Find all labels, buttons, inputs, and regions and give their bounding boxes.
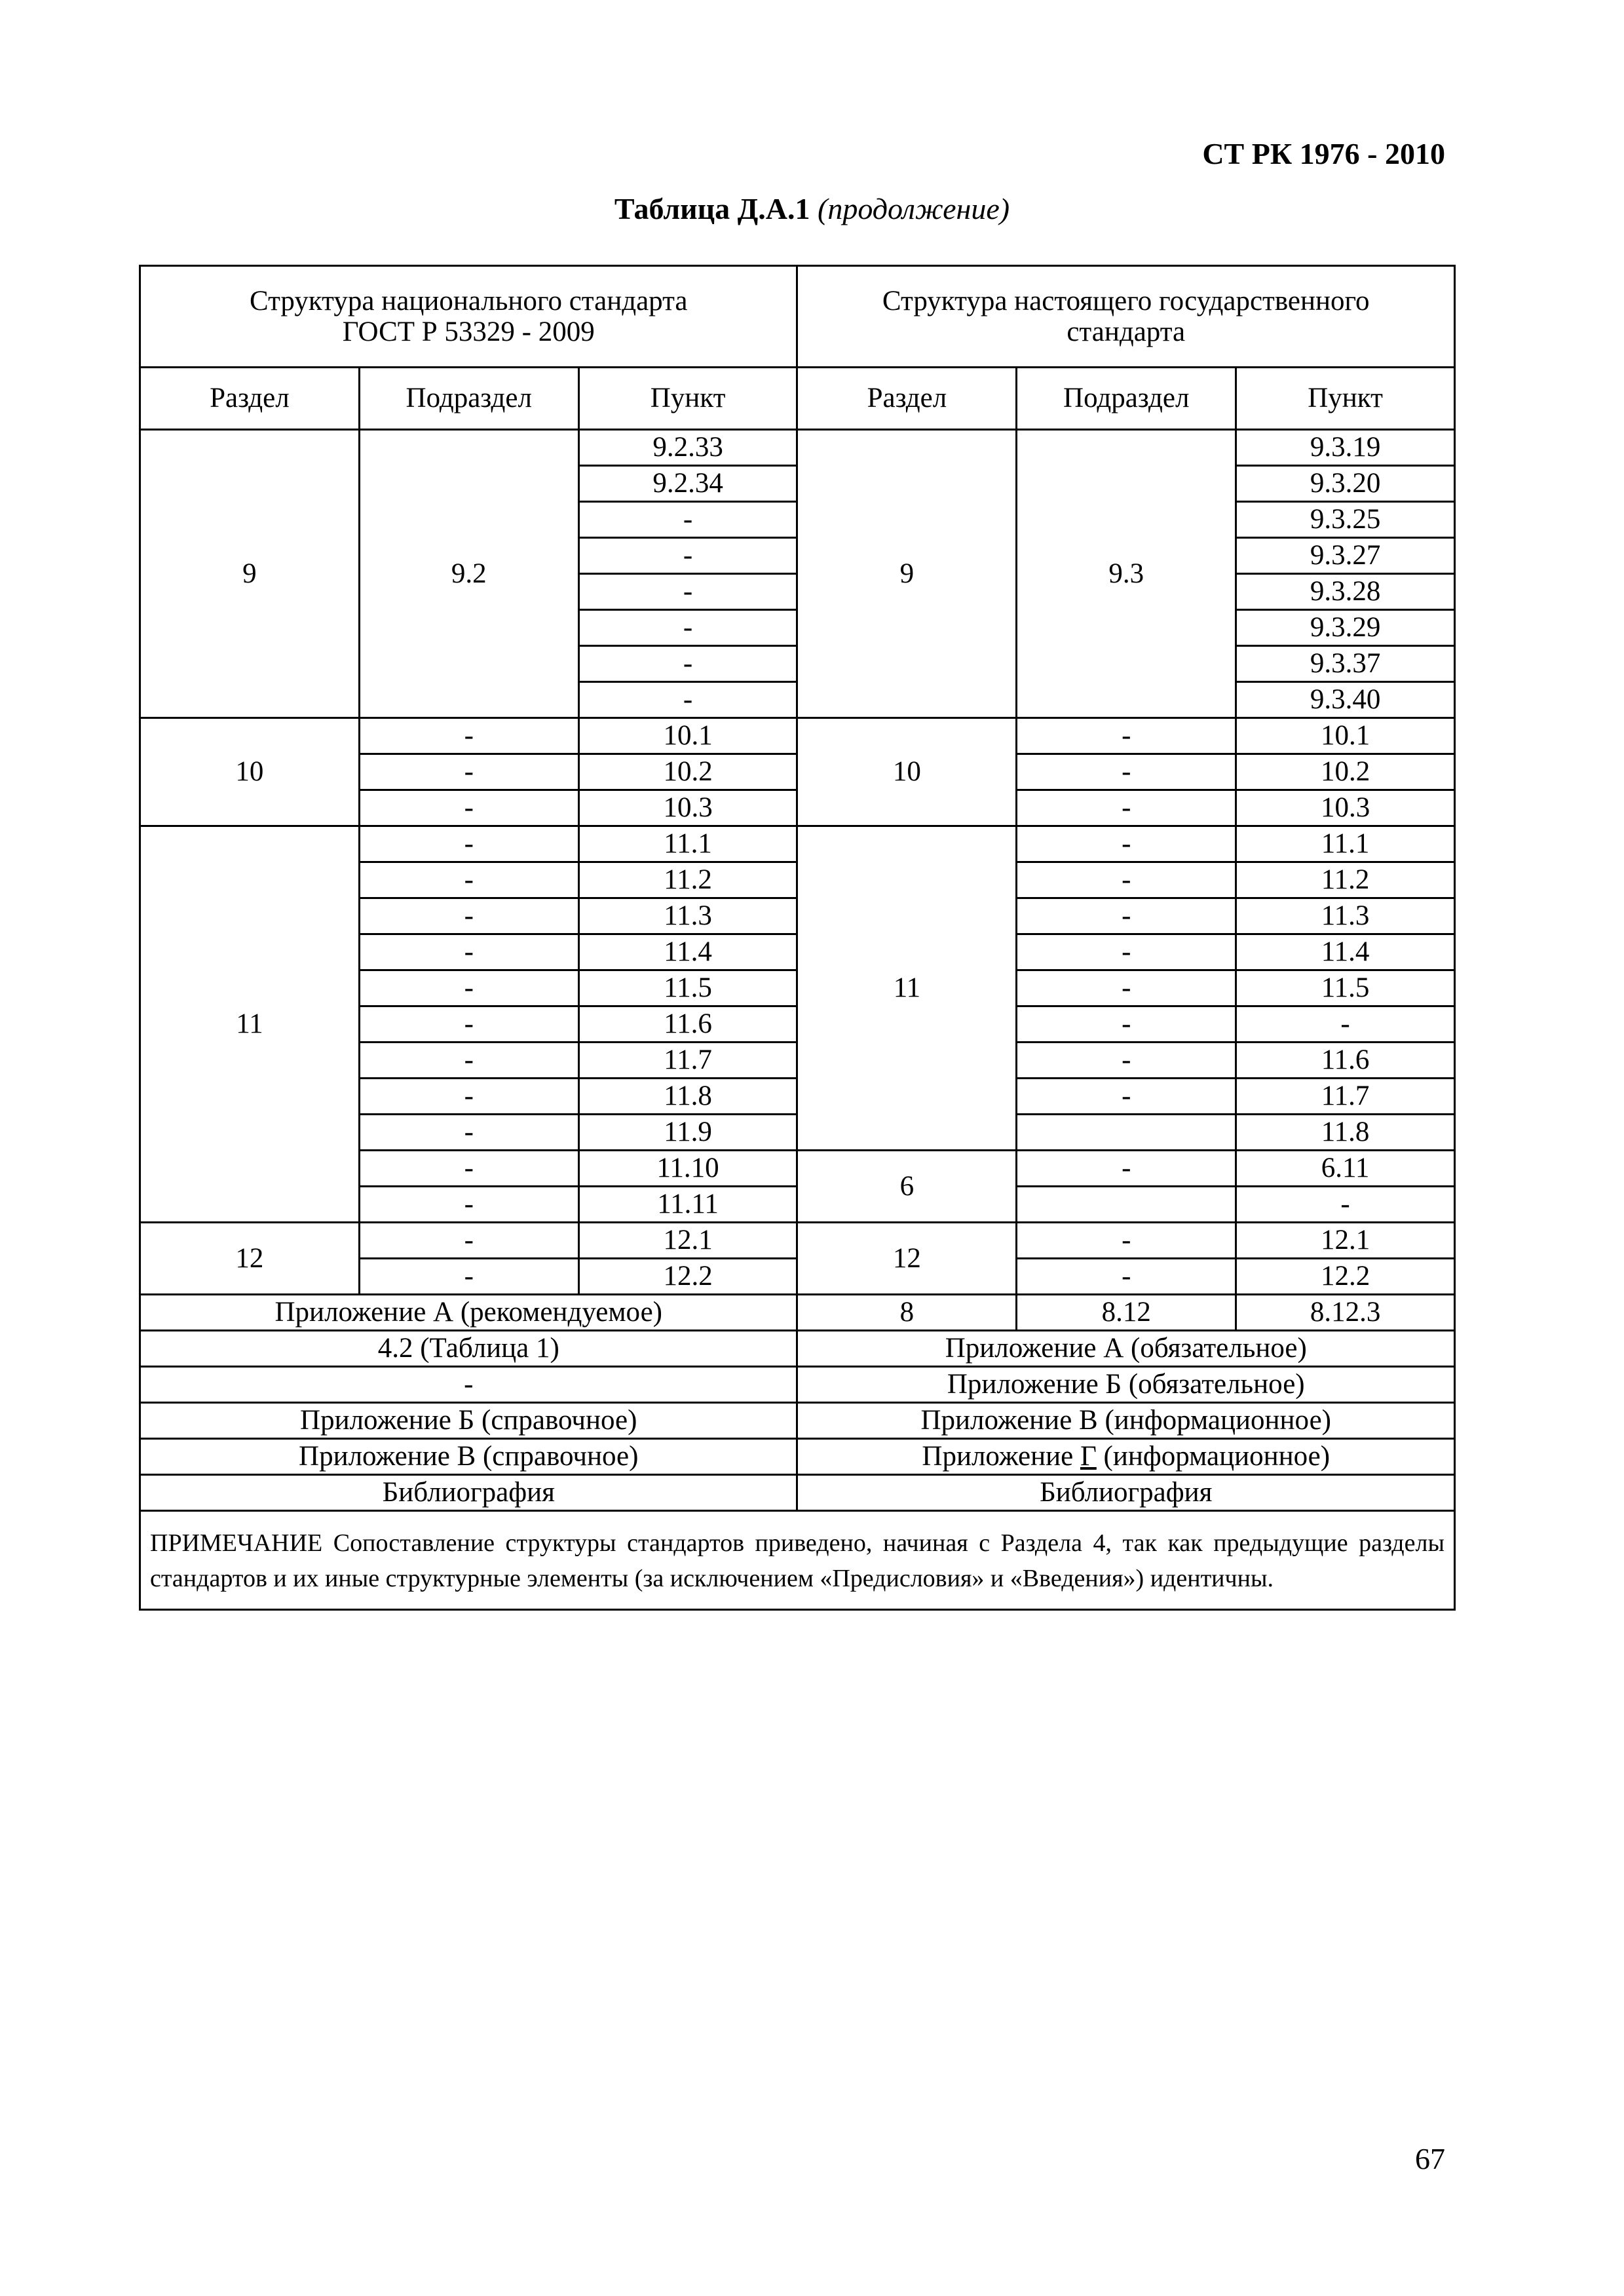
header-line: ГОСТ Р 53329 - 2009 (342, 316, 595, 347)
point-cell: 9.2.33 (578, 430, 797, 466)
subsection-cell: - (359, 898, 578, 934)
subsection-cell: - (1017, 1151, 1236, 1187)
point-cell: 9.3.20 (1236, 466, 1455, 502)
appendix-letter: Г (1080, 1441, 1097, 1472)
col-header: Пункт (1236, 368, 1455, 430)
point-cell: 11.10 (578, 1151, 797, 1187)
point-cell: 11.1 (578, 826, 797, 862)
subsection-cell: - (359, 1006, 578, 1043)
subsection-cell: - (1017, 754, 1236, 790)
subsection-cell: - (1017, 1006, 1236, 1043)
point-cell: 11.3 (578, 898, 797, 934)
point-cell: 11.2 (578, 862, 797, 898)
subsection-cell: - (1017, 790, 1236, 826)
section-cell: 12 (140, 1223, 360, 1295)
subsection-cell: - (359, 826, 578, 862)
subsection-cell (1017, 1187, 1236, 1223)
bibliography-cell: Библиография (797, 1475, 1455, 1511)
point-cell: 11.5 (1236, 970, 1455, 1006)
document-code: СТ РК 1976 - 2010 (1202, 137, 1445, 170)
subsection-cell: - (359, 970, 578, 1006)
point-cell: 6.11 (1236, 1151, 1455, 1187)
point-cell: 12.2 (578, 1259, 797, 1295)
point-cell: 11.1 (1236, 826, 1455, 862)
point-cell: 10.2 (578, 754, 797, 790)
appendix-cell: Приложение А (обязательное) (797, 1331, 1455, 1367)
point-cell: 9.2.34 (578, 466, 797, 502)
point-cell: 12.1 (1236, 1223, 1455, 1259)
point-cell: 11.2 (1236, 862, 1455, 898)
subsection-cell: - (1017, 1043, 1236, 1079)
point-cell: - (578, 574, 797, 610)
appendix-cell: Приложение В (справочное) (140, 1439, 797, 1475)
subsection-cell: - (359, 790, 578, 826)
point-cell: 11.9 (578, 1115, 797, 1151)
subsection-cell: - (359, 718, 578, 754)
subsection-cell: - (359, 754, 578, 790)
table-caption-title: Таблица Д.А.1 (614, 192, 810, 225)
section-cell: 6 (797, 1151, 1017, 1223)
table-row (140, 718, 1455, 754)
point-cell: 9.3.29 (1236, 610, 1455, 646)
point-cell: 11.3 (1236, 898, 1455, 934)
subsection-cell: - (359, 1223, 578, 1259)
appendix-cell (797, 1439, 1455, 1475)
subsection-cell: - (359, 1187, 578, 1223)
table-row (140, 430, 1455, 466)
table-row (140, 1403, 1455, 1439)
point-cell: 11.6 (1236, 1043, 1455, 1079)
point-cell: 11.5 (578, 970, 797, 1006)
col-header: Пункт (578, 368, 797, 430)
point-cell: 11.7 (578, 1043, 797, 1079)
point-cell: 10.3 (578, 790, 797, 826)
point-cell: 12.2 (1236, 1259, 1455, 1295)
point-cell: 10.3 (1236, 790, 1455, 826)
subsection-cell: 8.12 (1017, 1295, 1236, 1331)
table-row (140, 1475, 1455, 1511)
point-cell: 10.1 (578, 718, 797, 754)
section-cell: 8 (797, 1295, 1017, 1331)
section-cell: 11 (797, 826, 1017, 1151)
subsection-cell: - (1017, 1079, 1236, 1115)
point-cell: 9.3.27 (1236, 538, 1455, 574)
col-header: Раздел (797, 368, 1017, 430)
header-state-standard (797, 266, 1455, 368)
table-row (140, 1295, 1455, 1331)
header-national-standard (140, 266, 797, 368)
page-number: 67 (1415, 2142, 1445, 2175)
appendix-text: Приложение (922, 1441, 1080, 1472)
point-cell: 10.1 (1236, 718, 1455, 754)
appendix-cell: Приложение Б (справочное) (140, 1403, 797, 1439)
comparison-table (139, 265, 1456, 1611)
header-line: Структура национального стандарта (249, 285, 688, 316)
header-line: стандарта (1067, 316, 1186, 347)
point-cell: - (1236, 1187, 1455, 1223)
section-cell: 9 (797, 430, 1017, 718)
point-cell: 9.3.28 (1236, 574, 1455, 610)
subsection-cell: - (359, 1079, 578, 1115)
subsection-cell: - (359, 1259, 578, 1295)
table-row (140, 1367, 1455, 1403)
section-cell: 10 (797, 718, 1017, 826)
subsection-cell: - (1017, 862, 1236, 898)
point-cell: - (578, 502, 797, 538)
point-cell: 11.8 (1236, 1115, 1455, 1151)
point-cell: 11.8 (578, 1079, 797, 1115)
table-caption-continuation: (продолжение) (818, 192, 1010, 225)
section-cell: 9 (140, 430, 360, 718)
appendix-cell: Приложение Б (обязательное) (797, 1367, 1455, 1403)
appendix-cell: - (140, 1367, 797, 1403)
subsection-cell: - (359, 1151, 578, 1187)
table-subheader-row (140, 368, 1455, 430)
subsection-cell: - (359, 1043, 578, 1079)
point-cell: - (578, 538, 797, 574)
point-cell: 11.6 (578, 1006, 797, 1043)
appendix-text: (информационное) (1096, 1441, 1331, 1472)
point-cell: 11.11 (578, 1187, 797, 1223)
col-header: Подраздел (1017, 368, 1236, 430)
section-cell: 12 (797, 1223, 1017, 1295)
col-header: Раздел (140, 368, 360, 430)
appendix-cell: 4.2 (Таблица 1) (140, 1331, 797, 1367)
appendix-cell: Приложение А (рекомендуемое) (140, 1295, 797, 1331)
subsection-cell: - (359, 934, 578, 970)
subsection-cell (1017, 1115, 1236, 1151)
subsection-cell: - (359, 1115, 578, 1151)
subsection-cell: - (1017, 1223, 1236, 1259)
subsection-cell: 9.3 (1017, 430, 1236, 718)
table-caption (0, 191, 1624, 226)
subsection-cell: 9.2 (359, 430, 578, 718)
subsection-cell: - (1017, 970, 1236, 1006)
point-cell: - (578, 646, 797, 682)
appendix-cell: Приложение В (информационное) (797, 1403, 1455, 1439)
col-header: Подраздел (359, 368, 578, 430)
point-cell: 11.7 (1236, 1079, 1455, 1115)
point-cell: 9.3.40 (1236, 682, 1455, 718)
section-cell: 10 (140, 718, 360, 826)
header-line: Структура настоящего государственного (882, 285, 1370, 316)
table-row (140, 826, 1455, 862)
subsection-cell: - (1017, 718, 1236, 754)
subsection-cell: - (1017, 1259, 1236, 1295)
point-cell: - (578, 682, 797, 718)
table-header-row (140, 266, 1455, 368)
subsection-cell: - (1017, 934, 1236, 970)
point-cell: 9.3.25 (1236, 502, 1455, 538)
section-cell: 11 (140, 826, 360, 1223)
point-cell: 11.4 (1236, 934, 1455, 970)
bibliography-cell: Библиография (140, 1475, 797, 1511)
subsection-cell: - (359, 862, 578, 898)
point-cell: - (1236, 1006, 1455, 1043)
note-row (140, 1511, 1455, 1610)
table-row (140, 1439, 1455, 1475)
point-cell: - (578, 610, 797, 646)
table-row (140, 1331, 1455, 1367)
point-cell: 10.2 (1236, 754, 1455, 790)
subsection-cell: - (1017, 826, 1236, 862)
point-cell: 12.1 (578, 1223, 797, 1259)
subsection-cell: - (1017, 898, 1236, 934)
table-row (140, 1223, 1455, 1259)
point-cell: 11.4 (578, 934, 797, 970)
table-note: ПРИМЕЧАНИЕ Сопоставление структуры стандартов приведено, начиная с Раздела 4, так как предыдущие разделы стандартов и их иные структурные элементы (за исключением «Предисловия» и «Введения») идентичны. (140, 1511, 1455, 1610)
point-cell: 8.12.3 (1236, 1295, 1455, 1331)
point-cell: 9.3.19 (1236, 430, 1455, 466)
point-cell: 9.3.37 (1236, 646, 1455, 682)
